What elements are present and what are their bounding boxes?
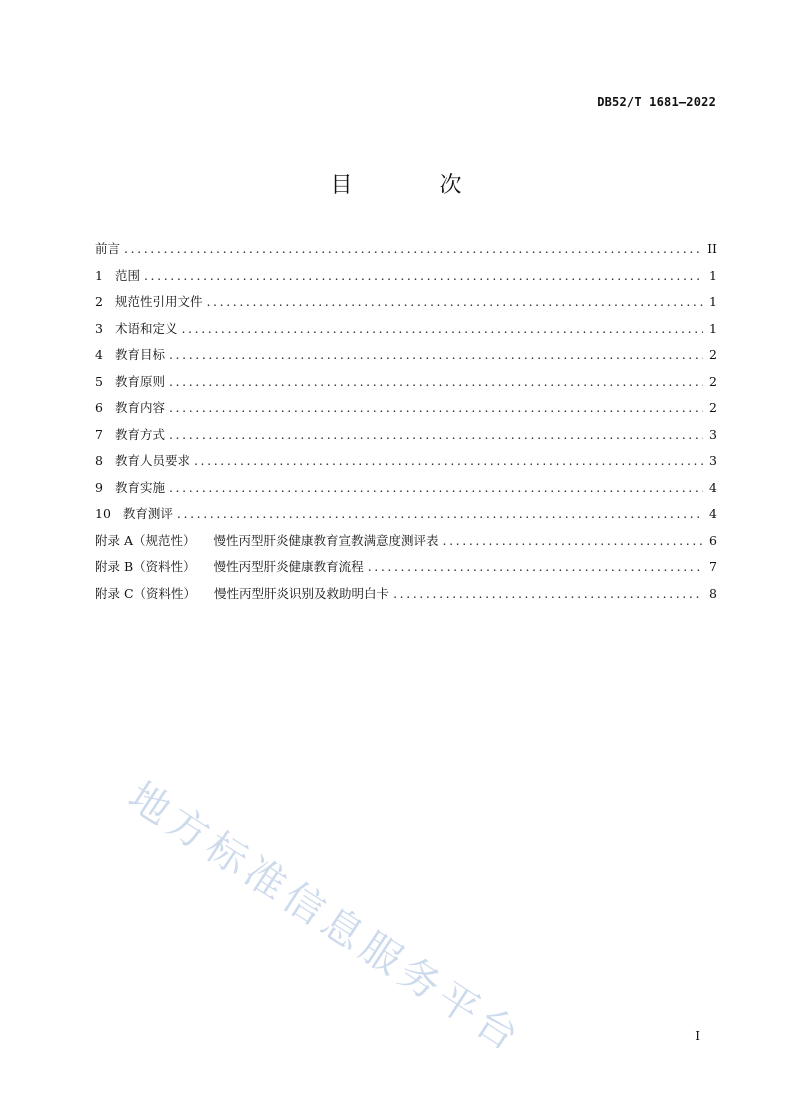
toc-entry-education-methods[interactable]	[95, 422, 717, 449]
toc-page-number: 3	[709, 453, 717, 468]
toc-appendix-label: 附录 B（资料性）	[95, 559, 196, 574]
toc-entry-text: 慢性丙型肝炎健康教育流程	[213, 559, 364, 574]
watermark: 地方标准信息服务平台	[120, 773, 531, 1063]
toc-entry-number: 9	[95, 479, 103, 495]
toc-entry-number: 5	[95, 373, 103, 389]
toc-entry-text: 教育目标	[114, 347, 165, 362]
toc-page-number: 6	[709, 532, 717, 548]
toc-entry-text: 教育人员要求	[114, 453, 190, 468]
document-code: DB52/T 1681—2022	[597, 95, 716, 109]
toc-entry-number: 4	[95, 347, 103, 362]
toc-page-number: 2	[709, 373, 717, 389]
toc-entry-text: 教育实施	[114, 479, 165, 495]
toc-entry-number: 2	[95, 294, 103, 309]
toc-title: 目 次	[330, 173, 502, 198]
toc-leader-dots	[368, 554, 703, 581]
toc-entry-text: 慢性丙型肝炎健康教育宣教满意度测评表	[213, 532, 439, 548]
toc-entry-text: 前言	[95, 241, 121, 256]
toc-leader-dots	[169, 342, 703, 369]
toc-leader-dots	[194, 448, 703, 475]
toc-page-number: 2	[709, 400, 717, 415]
toc-entry-text: 规范性引用文件	[114, 294, 203, 309]
toc-entry-text: 教育测评	[122, 506, 173, 521]
toc-entry-text: 慢性丙型肝炎识别及救助明白卡	[214, 585, 390, 601]
toc-entry-text: 术语和定义	[114, 320, 178, 336]
toc-entry-education-goals[interactable]	[95, 342, 717, 369]
page-number: I	[695, 1029, 700, 1043]
toc-appendix-label: 附录 C（资料性）	[95, 585, 197, 601]
toc-leader-dots	[177, 501, 703, 528]
toc-leader-dots	[181, 316, 703, 343]
toc-entry-education-implementation[interactable]	[95, 475, 717, 502]
toc-leader-dots	[206, 289, 703, 316]
toc-page-number: 7	[709, 559, 717, 574]
toc-entry-education-evaluation[interactable]	[95, 501, 717, 528]
toc-entry-normative-references[interactable]	[95, 289, 717, 316]
toc-page-number: II	[707, 241, 717, 256]
toc-entry-appendix-c[interactable]	[95, 581, 717, 608]
table-of-contents	[95, 236, 717, 607]
toc-entry-educator-requirements[interactable]	[95, 448, 717, 475]
toc-page-number: 4	[709, 506, 717, 521]
toc-entry-number: 3	[95, 320, 103, 336]
toc-leader-dots	[124, 236, 701, 263]
toc-page-number: 1	[709, 320, 717, 336]
toc-entry-foreword[interactable]	[95, 236, 717, 263]
toc-leader-dots	[169, 422, 703, 449]
toc-entry-number: 1	[95, 267, 103, 283]
toc-entry-scope[interactable]	[95, 263, 717, 290]
toc-entry-text: 教育内容	[114, 400, 165, 415]
toc-entry-text: 范围	[114, 267, 140, 283]
toc-entry-education-content[interactable]	[95, 395, 717, 422]
toc-leader-dots	[169, 475, 703, 502]
toc-page-number: 1	[709, 294, 717, 309]
toc-page-number: 4	[709, 479, 717, 495]
toc-page-number: 3	[709, 426, 717, 442]
toc-entry-education-principles[interactable]	[95, 369, 717, 396]
toc-entry-number: 7	[95, 426, 103, 442]
toc-entry-appendix-b[interactable]	[95, 554, 717, 581]
toc-leader-dots	[169, 369, 703, 396]
toc-entry-number: 6	[95, 400, 103, 415]
toc-appendix-label: 附录 A（规范性）	[95, 532, 196, 548]
toc-leader-dots	[443, 528, 703, 555]
toc-entry-number: 8	[95, 453, 103, 468]
toc-entry-number: 10	[95, 506, 111, 521]
toc-entry-appendix-a[interactable]	[95, 528, 717, 555]
toc-leader-dots	[169, 395, 703, 422]
toc-leader-dots	[144, 263, 703, 290]
toc-leader-dots	[393, 581, 703, 608]
toc-page-number: 1	[709, 267, 717, 283]
toc-page-number: 8	[709, 585, 717, 601]
toc-entry-text: 教育原则	[114, 373, 165, 389]
toc-entry-terms-definitions[interactable]	[95, 316, 717, 343]
toc-page-number: 2	[709, 347, 717, 362]
toc-entry-text: 教育方式	[114, 426, 165, 442]
